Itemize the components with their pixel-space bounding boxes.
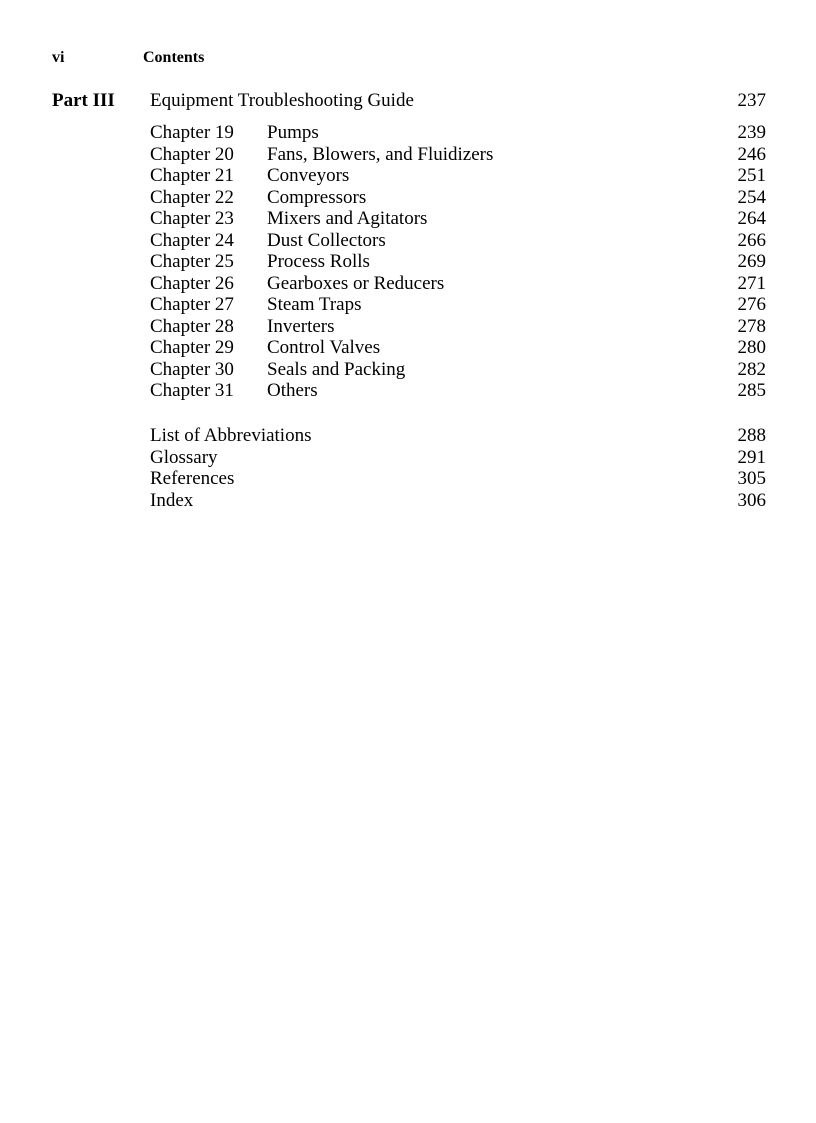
chapter-page-number: 282 xyxy=(737,358,766,380)
chapter-title: Others xyxy=(267,380,318,401)
chapter-label: Chapter 22 xyxy=(150,186,234,208)
chapter-entry[interactable] xyxy=(0,380,816,402)
back-matter-entry[interactable] xyxy=(0,490,816,512)
back-matter-page-number: 291 xyxy=(737,446,766,468)
chapter-page-number: 271 xyxy=(737,272,766,294)
part-entry[interactable] xyxy=(0,90,816,114)
chapter-title: Seals and Packing xyxy=(267,358,406,380)
back-matter-list xyxy=(0,425,816,511)
chapter-page-number: 254 xyxy=(737,186,766,208)
running-head-title: Contents xyxy=(143,49,205,66)
chapter-page-number: 264 xyxy=(737,208,766,229)
chapter-page-number: 280 xyxy=(737,337,766,358)
chapter-entry[interactable] xyxy=(0,273,816,295)
chapter-title: Inverters xyxy=(267,315,335,337)
chapter-page-number: 251 xyxy=(737,165,766,186)
chapter-entry[interactable] xyxy=(0,294,816,316)
back-matter-entry[interactable] xyxy=(0,447,816,469)
chapter-entry[interactable] xyxy=(0,230,816,252)
page-number: vi xyxy=(52,49,65,66)
chapter-entry[interactable] xyxy=(0,144,816,166)
chapter-label: Chapter 27 xyxy=(150,294,234,315)
chapter-page-number: 276 xyxy=(737,294,766,315)
chapter-title: Steam Traps xyxy=(267,294,362,315)
chapter-title: Gearboxes or Reducers xyxy=(267,272,445,294)
chapter-title: Mixers and Agitators xyxy=(267,208,428,229)
chapter-label: Chapter 21 xyxy=(150,165,234,186)
chapter-entry[interactable] xyxy=(0,359,816,381)
chapter-entry[interactable] xyxy=(0,208,816,230)
back-matter-title: Glossary xyxy=(150,446,218,468)
chapter-entry[interactable] xyxy=(0,165,816,187)
chapter-page-number: 266 xyxy=(737,229,766,251)
chapter-title: Control Valves xyxy=(267,337,381,358)
back-matter-title: References xyxy=(150,468,235,489)
chapter-title: Dust Collectors xyxy=(267,229,386,251)
part-label: Part III xyxy=(52,90,115,111)
chapter-label: Chapter 24 xyxy=(150,229,234,251)
chapter-title: Process Rolls xyxy=(267,251,370,272)
chapter-page-number: 269 xyxy=(737,251,766,272)
chapter-page-number: 278 xyxy=(737,315,766,337)
back-matter-page-number: 288 xyxy=(737,425,766,446)
chapter-label: Chapter 30 xyxy=(150,358,234,380)
chapter-label: Chapter 26 xyxy=(150,272,234,294)
chapter-entry[interactable] xyxy=(0,122,816,144)
chapter-page-number: 285 xyxy=(737,380,766,401)
running-head xyxy=(0,49,816,69)
chapter-label: Chapter 25 xyxy=(150,251,234,272)
part-page-number: 237 xyxy=(737,90,766,111)
chapter-entry[interactable] xyxy=(0,251,816,273)
chapter-label: Chapter 19 xyxy=(150,122,234,143)
back-matter-page-number: 305 xyxy=(737,468,766,489)
chapter-label: Chapter 29 xyxy=(150,337,234,358)
back-matter-entry[interactable] xyxy=(0,425,816,447)
chapter-title: Pumps xyxy=(267,122,319,143)
chapter-page-number: 239 xyxy=(737,122,766,143)
chapter-entry[interactable] xyxy=(0,337,816,359)
chapter-label: Chapter 31 xyxy=(150,380,234,401)
chapter-label: Chapter 28 xyxy=(150,315,234,337)
chapter-page-number: 246 xyxy=(737,143,766,165)
chapter-label: Chapter 20 xyxy=(150,143,234,165)
chapter-title: Fans, Blowers, and Fluidizers xyxy=(267,143,494,165)
back-matter-title: List of Abbreviations xyxy=(150,425,312,446)
part-title: Equipment Troubleshooting Guide xyxy=(150,90,414,111)
chapter-entry[interactable] xyxy=(0,187,816,209)
chapter-title: Conveyors xyxy=(267,165,350,186)
chapter-title: Compressors xyxy=(267,186,367,208)
back-matter-title: Index xyxy=(150,489,194,511)
chapter-list xyxy=(0,122,816,402)
back-matter-entry[interactable] xyxy=(0,468,816,490)
chapter-entry[interactable] xyxy=(0,316,816,338)
back-matter-page-number: 306 xyxy=(737,489,766,511)
chapter-label: Chapter 23 xyxy=(150,208,234,229)
